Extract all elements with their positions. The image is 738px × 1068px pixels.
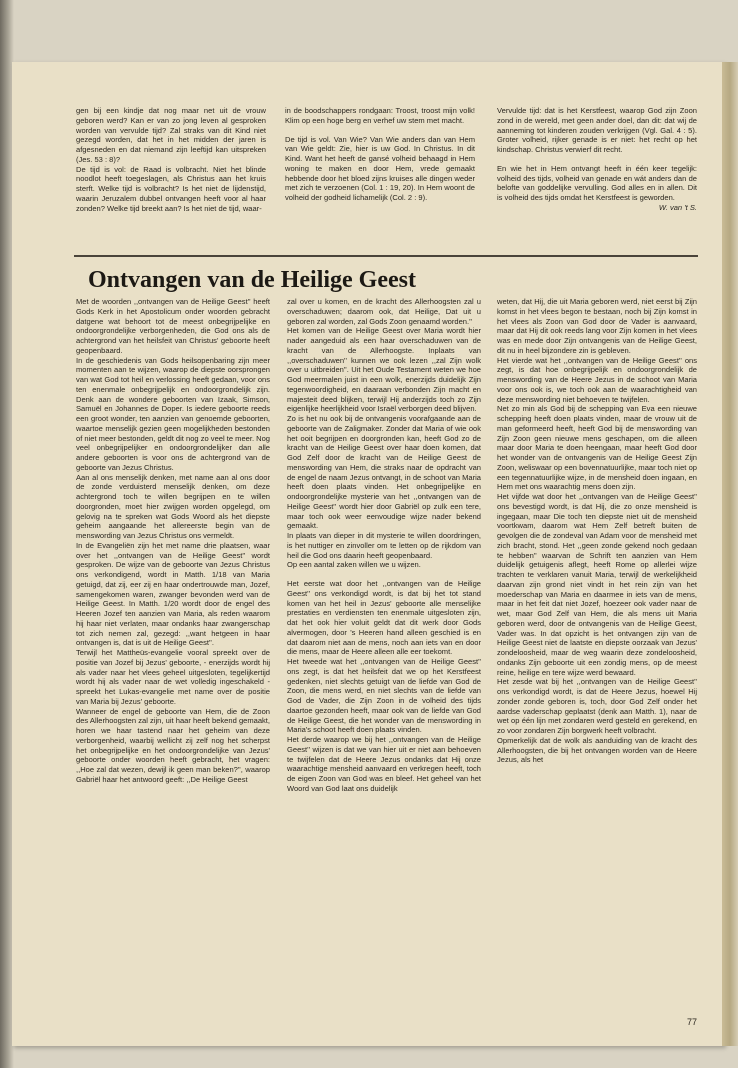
top-column-2 bbox=[285, 106, 475, 203]
paragraph: In de Evangeliën zijn het met name drie plaatsen, waar over het ,,ontvangen van de Heilige Geest'' wordt gesproken. De wijze van de geboorte van Jezus Christus ons verkondigend, wordt in Matth. 1/18 van Maria getuigd, dat zij, eer zij en haar ondertrouwde man, Jozef, samengekomen waren, zwanger bevonden werd van de Heilige Geest. In Matth. 1/20 wordt door de engel des Heeren Jozef ten aanzien van Maria, als reden waarom hij haar niet verlaten, maar ondanks haar zwangerschap tot zich nemen zal, gezegd: ,,want hetgeen in haar ontvangen is, dat is uit de Heilige Geest''. bbox=[76, 540, 270, 648]
page-number: 77 bbox=[687, 1017, 698, 1027]
paragraph: Opmerkelijk dat de wolk als aanduiding van de kracht des Allerhoogsten, die bij het ontvangen worden van de Heere Jezus, als het bbox=[497, 735, 697, 765]
top-column-1 bbox=[76, 106, 266, 213]
top-column-3 bbox=[497, 106, 697, 213]
paragraph: Zo is het nu ook bij de ontvangenis voorafgaande aan de geboorte van de Zaligmaker. Zonder dat Maria of wie ook het ooit begrijpen en doorgronden kan, heeft God zo de kracht van de Heilige Geest over haar doen komen, dat God Zelf door de kracht van de Heilige Geest de menswording van Hem, die straks naar de opdracht van de engel de naam Jezus ontvangt, in de schoot van Maria heeft doen plaats vinden. Het onbegrijpelijke en ondoorgrondelijke mysterie van het ,,ontvangen van de Heilige Geest'' wordt hier door Gabriël op zulk een tere, maar toch ook weer eenvoudige wijze nader bekend gemaakt. bbox=[287, 414, 481, 531]
section-divider bbox=[74, 255, 698, 257]
author-signature: W. van 't S. bbox=[658, 202, 697, 212]
paragraph: Terwijl het Mattheüs-evangelie vooral spreekt over de positie van Jozef bij Jezus' geboorte, - enerzijds wordt hij als vader naar het vlees geheel uitgesloten, tegelijkertijd wordt hij als vader naar de wet volledig ingeschakeld - spreekt het Lukas-evangelie met name over de positie van Maria bij Jezus' geboorte. bbox=[76, 648, 270, 706]
paragraph: Aan al ons menselijk denken, met name aan al ons door de zonde verduisterd menselijk denken, om deze achtergrond toch te willen begrijpen en te willen doorgronden, moet hier zwijgen worden opgelegd, om gelovig na te spreken wat Gods Woord als het diepste geheim aangaande het allereerste begin van de menswording van Jezus Christus ons vermeldt. bbox=[76, 472, 270, 540]
paragraph: zal over u komen, en de kracht des Allerhoogsten zal u overschaduwen; daarom ook, dat Heilige, Dat uit u geboren zal worden, zal Gods Zoon genaamd worden.'' bbox=[287, 297, 481, 326]
paragraph: Het zesde wat bij het ,,ontvangen van de Heilige Geest'' ons verkondigd wordt, is dat de Heere Jezus, hoewel Hij zonder zonde geboren is, toch, door God Zelf onder het aardse vaderschap geplaatst (denk aan Matth. 1), naar de wet op één lijn met zondaren werd gesteld en gerekend, en zo voor zondaren Zijn borgwerk heeft volbracht. bbox=[497, 677, 697, 735]
paragraph: Vervulde tijd: dat is het Kerstfeest, waarop God zijn Zoon zond in de wereld, met geen ander doel, dan dit: dat wij de aanneming tot kinderen zouden verkrijgen (Vgl. Gal. 4 : 5). Groter volheid, rijker genade is er niet: het recht op het kindschap. Christus verwierf dit recht. bbox=[497, 106, 697, 154]
paragraph: Wanneer de engel de geboorte van Hem, die de Zoon des Allerhoogsten zal zijn, uit haar heeft bekend gemaakt, horen we haar tastend naar het geheim van deze verborgenheid, waarbij wellicht zij zelf nog het scherpst het onbegrijpelijke en het ondoorgrondelijke van Jezus' geboorte onder woorden heeft gebracht, het vragen: ,,Hoe zal dat wezen, dewijl ik geen man beken?'', waarop Gabriël haar het antwoord geeft: ,,De Heilige Geest bbox=[76, 706, 270, 784]
paragraph: gen bij een kindje dat nog maar net uit de vrouw geboren werd? Kan er van zo jong leven al gesproken worden van vervulde tijd? Zal straks van dit Kind niet gezegd worden, dat het in het midden der jaren is afgesneden en dat niemand zijn leeftijd kan uitspreken (Jes. 53 : 8)? bbox=[76, 106, 266, 164]
paragraph: En wie het in Hem ontvangt heeft in één keer tegelijk: volheid des tijds, volheid van genade en wát anders dan de beloftе van goddelijke vervulling. God alles en in allen. Dit is volheid des tijds omdat het Kerstfeest is geworden. bbox=[497, 163, 697, 202]
paragraph: Het tweede wat het ,,ontvangen van de Heilige Geest'' ons zegt, is dat het heilsfeit dat we op het Kerstfeest gedenken, niet slechts getuigt van de liefde van God de Zoon, die mens werd, en niet slechts van de liefde van God de Vader, die Zijn Zoon in de volheid des tijds daartoe gezonden heeft, maar ook van de liefde van God de Heilige Geest, die het wonder van de menswording in Maria's schoot heeft doen plaats vinden. bbox=[287, 657, 481, 735]
paragraph: In plaats van dieper in dit mysterie te willen doordringen, is het nuttiger en zinvoller om te letten op de rijkdom van heil die God ons daarin heeft geopenbaard. bbox=[287, 531, 481, 560]
paragraph: Het eerste wat door het ,,ontvangen van de Heilige Geest'' ons verkondigd wordt, is dat bij het tot stand komen van het heil in Jezus' geboorte alle menselijke prestaties en verdiensten ten enenmale uitgesloten zijn, dat het ook hier voluit geldt dat dit werk door Gods alvermogen, door 's Heeren hand alleen geschied is en dat daarom niet aan de mens, noch aan iets van en door die mens, maar de Heere alleen alle eer toekomt. bbox=[287, 579, 481, 657]
paragraph: De tijd is vol. Van Wie? Van Wie anders dan van Hem van Wie geldt: Zie, hier is uw God. In Christus. In dit Kind. Want het heeft de gansé volheid behaagd in Hem woning te maken en door Hem, vrede gemaakt hebbende door het bloed zijns kruises alle dingen weder met zich te verzoenen (Col. 1 : 19, 20). In Hem woont de volheid der godheid lichamelijk (Col. 2 : 9). bbox=[285, 134, 475, 202]
article-column-3 bbox=[497, 297, 697, 765]
paragraph: Het vierde wat het ,,ontvangen van de Heilige Geest'' ons zegt, is dat hoe onbegrijpelijk en ondoorgrondelijk de menswording van de Heere Jezus in de schoot van Maria voor ons ook is, we toch ook aan de waarachtigheid van deze menswording niet behoeven te twijfelen. bbox=[497, 355, 697, 404]
paragraph: Met de woorden ,,ontvangen van de Heilige Geest'' heeft Gods Kerk in het Apostolicum onder woorden gebracht datgene wat behoort tot de meest onbegrijpelijke en ondoorgrondelijke verborgenheden, die God ons als de achtergrond van het heilsfeit van Christus' geboorte heeft geopenbaard. bbox=[76, 297, 270, 355]
paragraph: Het komen van de Heilige Geest over Maria wordt hier nader aangeduid als een haar overschaduwen van de kracht van de Allerhoogste. Inplaats van ,,overschaduwen'' kunnen we ook lezen ,,zal Zijn wolk over u uitbreiden''. Uit het Oude Testament weten we hoe God meermalen juist in een wolk, enerzijds duidelijk Zijn tegenwoordigheid, en daaraan verbonden Zijn macht en majesteit deed blijken, terwijl Hij anderzijds toch zo Zijn eigenlijke heerlijkheid voor Israël verborgen deed blijven. bbox=[287, 326, 481, 414]
paragraph: Het derde waarop we bij het ,,ontvangen van de Heilige Geest'' wijzen is dat we van hier uit er niet aan behoeven te twijfelen dat de Heere Jezus ondanks dat Hij onze waarachtige mensheid aanvaard en verkregen heeft, toch de eigen Zoon van God was en bleef. Het geheel van het Woord van God laat ons duidelijk bbox=[287, 735, 481, 793]
paragraph: in de boodschappers rondgaan: Troost, troost mijn volk! Klim op een hoge berg en verhef uw stem met macht. bbox=[285, 106, 475, 125]
article-column-1 bbox=[76, 297, 270, 785]
paragraph: In de geschiedenis van Gods heilsopenbaring zijn meer momenten aan te wijzen, waarop de diepste oorsprongen van wat God tot heil en verlossing heeft gedaan, voor ons ten enenmale onbegrijpelijk en ondoorgrondelijk zijn. Denk aan de wondere geboorten van Izaak, Simson, Samuël en Johannes de Doper. Is iedere geboorte reeds een groot wonder, ten aanzien van genoemde geboorten, waartoe menselijk gezien geen mogelijkheden bestonden of niet meer bestonden, geldt dit nog zo veel te meer. Nog veel onbegrijpelijker en ondoorgrondelijker dan alle andere geboorten is voor ons de achtergrond van de geboorte van Jezus Christus. bbox=[76, 355, 270, 472]
article-column-2 bbox=[287, 297, 481, 794]
paragraph: weten, dat Hij, die uit Maria geboren werd, niet eerst bij Zijn komst in het vlees begon te bestaan, noch bij Zijn komst in het vlees als Zoon van God door de Vader is aanvaard, maar dat Hij dit ook reeds lang voor Zijn komen in het vlees was en mede door Zijn ontvangenis van de Heilige Geest, dit nu in heel bijzondere zin is gebleven. bbox=[497, 297, 697, 355]
article-title: Ontvangen van de Heilige Geest bbox=[88, 267, 416, 293]
paragraph: Het vijfde wat door het ,,ontvangen van de Heilige Geest'' ons bevestigd wordt, is dat Hij, die zo onze mensheid is ingegaan, maar Die toch ten diepste niet uit de mensheid voortkwam, daarom wat Hem Zelf betreft buiten de gevolgen die de zondeval van Adam voor de mensheid met zich bracht, stond. Het ,,geen zonde gekend noch gedaan te hebben'' waarvan de Schrift ten aanzien van Hem duidelijk getuigenis aflegt, heeft Rome op allerlei wijze trachten te verklaren vanuit Maria, terwijl de werkelijkheid daarvan zijn grond niet vindt in het rein zijn van het moederschap van Maria en daarmee in iets van de mens, maar in het feit dat niet Jozef, hoezeer ook vader naar de wet, maar God Zelf van Hem, die als mens uit Maria geboren werd, door de ontvangenis van de Heilige Geest, Vader was. In dat opzicht is het ontvangen zijn van de Heilige Geest niet de laatste en diepste oorzaak van Jezus' zondeloosheid, maar de weg waarin deze zondeloosheid, ondanks Zijn geboorte uit een zondig mens, op de meest reine, heilige en tere wijze werd bewaard. bbox=[497, 492, 697, 677]
paragraph: De tijd is vol: de Raad is volbracht. Niet het blinde noodlot heeft toegeslagen, als Christus aan het kruis sterft. Welke tijd is volbracht? Is het niet de lijdenstijd, waarin Jeruzalem dubbel ontvangen heeft voor al haar zonden? Welke tijd breekt aan? Is het niet de tijd, waar- bbox=[76, 164, 266, 213]
page-stack-edge bbox=[722, 62, 738, 1046]
paragraph: Op een aantal zaken willen we u wijzen. bbox=[287, 560, 421, 570]
paragraph: Net zo min als God bij de schepping van Eva een nieuwe schepping heeft doen plaats vinden, maar de vrouw uit de man geformeerd heeft, heeft God bij de menswording van Zijn Zoon geen nieuwe mens geschapen, om die alleen maar door Maria te doen heengaan, maar heeft God door het wonder van de ontvangenis van de Heilige Geest Zijn Zoon, weliswaar op een bovennatuurlijke, maar toch niet op een tegennatuurlijke wijze, in de mensheid doen ingaan, en Hem met ons waarachtig mens doen zijn. bbox=[497, 404, 697, 492]
